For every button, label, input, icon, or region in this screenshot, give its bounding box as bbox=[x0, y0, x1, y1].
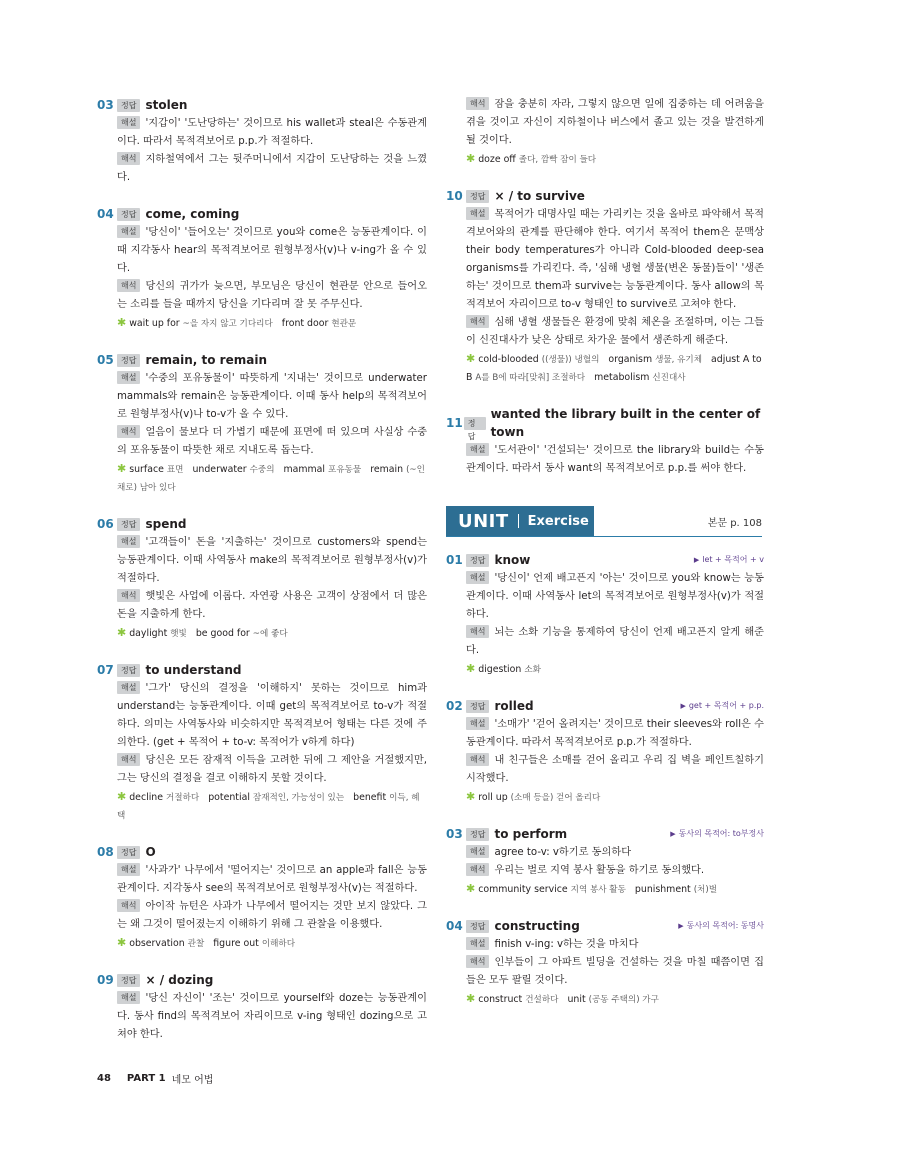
paragraph-text: 목적어가 대명사일 때는 가리키는 것을 올바로 파악해서 목적격보어와의 관계를 판단해야 한다. 여기서 목적어 them은 문맥상 their body temperatures가 아니라 Cold-blooded deep-sea organisms를 가리킨다. 즉, '심해 냉혈 생물(변온 동물)들이' '생존하는' 것이므로 them과 survive는 능동관계이다. 동사 allow의 목적격보어 자리이므로 to-v 형태인 to survive로 고쳐야 한다. bbox=[466, 209, 764, 310]
answer-text: constructing bbox=[494, 919, 580, 933]
answer-text: wanted the library built in the center of town bbox=[490, 407, 761, 439]
question-number: 11 bbox=[446, 416, 463, 430]
vocab-meaning: 포유동물 bbox=[328, 465, 362, 475]
question-number: 04 bbox=[446, 919, 463, 933]
vocab-entry bbox=[567, 994, 658, 1005]
paragraph-label: 해설 bbox=[117, 991, 140, 1004]
explanation-paragraph bbox=[446, 96, 764, 150]
vocab-entry bbox=[608, 354, 702, 365]
question-number: 03 bbox=[446, 827, 463, 841]
vocab-meaning: 졸다, 깜빡 잠이 들다 bbox=[518, 155, 597, 165]
paragraph-text: 뇌는 소화 기능을 통제하여 당신이 언제 배고픈지 알게 해준다. bbox=[466, 627, 764, 656]
asterisk-icon: ✱ bbox=[117, 936, 127, 949]
vocab-entry bbox=[284, 464, 362, 475]
question-number: 08 bbox=[97, 845, 114, 859]
paragraph-text: 얼음이 물보다 더 가볍기 때문에 표면에 떠 있으며 사실상 수중의 포유동물이 따뜻한 채로 지내도록 돕는다. bbox=[117, 427, 427, 456]
asterisk-icon: ✱ bbox=[466, 662, 476, 675]
paragraph-label: 해설 bbox=[117, 535, 140, 548]
paragraph-label: 해설 bbox=[466, 937, 489, 950]
vocab-entry bbox=[478, 792, 600, 803]
answer-item bbox=[97, 843, 427, 953]
triangle-icon: ▶ bbox=[678, 922, 684, 930]
paragraph-text: 아이작 뉴턴은 사과가 나무에서 떨어지는 것만 보지 않았다. 그는 왜 그것이 떨어졌는지 이해하기 위해 그 관찰을 이용했다. bbox=[117, 901, 427, 930]
question-number: 07 bbox=[97, 663, 114, 677]
vocab-meaning: 생물, 유기체 bbox=[655, 355, 703, 365]
vocab-word: underwater bbox=[192, 464, 247, 475]
asterisk-icon: ✱ bbox=[466, 992, 476, 1005]
vocab-word: adjust A to B bbox=[466, 354, 762, 383]
vocabulary-list bbox=[446, 990, 764, 1009]
explanation-paragraph bbox=[446, 624, 764, 660]
answer-badge: 정답 bbox=[117, 208, 140, 221]
explanation-paragraph bbox=[97, 224, 427, 278]
explanation-paragraph bbox=[97, 898, 427, 934]
page-reference: 본문 p. 108 bbox=[707, 518, 762, 529]
exercise-label: Exercise bbox=[527, 513, 589, 529]
answer-badge: 정답 bbox=[117, 518, 140, 531]
triangle-icon: ▶ bbox=[693, 556, 700, 564]
answer-header bbox=[97, 205, 427, 223]
explanation-paragraph bbox=[97, 752, 427, 788]
vocab-meaning: (소매 등을) 걷어 올리다 bbox=[510, 793, 601, 803]
answer-text: × / dozing bbox=[145, 973, 214, 987]
vocab-meaning: (~인 채로) 남아 있다 bbox=[117, 465, 425, 493]
asterisk-icon: ✱ bbox=[466, 352, 476, 365]
paragraph-text: '지갑이' '도난당하는' 것이므로 his wallet과 steal은 수동관계이다. 따라서 목적격보어로 p.p.가 적절하다. bbox=[117, 118, 427, 147]
answer-item bbox=[97, 661, 427, 825]
answer-header bbox=[446, 697, 764, 715]
paragraph-label: 해석 bbox=[117, 589, 140, 602]
vocab-entry bbox=[192, 464, 274, 475]
asterisk-icon: ✱ bbox=[466, 152, 476, 165]
vocab-meaning: 수중의 bbox=[249, 465, 275, 475]
vocabulary-list bbox=[97, 624, 427, 643]
vocabulary-list bbox=[97, 314, 427, 333]
vocab-word: unit bbox=[567, 994, 586, 1005]
vocab-word: wait up for bbox=[129, 318, 180, 329]
paragraph-text: '도서관이' '건설되는' 것이므로 the library와 build는 수동관계이다. 따라서 동사 want의 목적격보어로 p.p.를 써야 한다. bbox=[466, 445, 764, 474]
explanation-paragraph bbox=[97, 278, 427, 314]
paragraph-text: 심해 냉혈 생물들은 환경에 맞춰 체온을 조절하며, 이는 그들이 신진대사가 낮은 상태로 차가운 물에서 생존하게 해준다. bbox=[466, 317, 764, 346]
answer-item bbox=[446, 825, 764, 899]
paragraph-text: '그가' 당신의 결정을 '이해하지' 못하는 것이므로 him과 understand는 능동관계이다. 이때 get의 목적격보어로 to-v가 적절하다. 의미는 사역동사와 비슷하지만 목적격보어 형태는 다른 것에 주의한다. (get + 목적어 + to-v: 목적어가 v하게 하다) bbox=[117, 683, 427, 748]
vocabulary-list bbox=[97, 788, 427, 825]
explanation-paragraph bbox=[97, 424, 427, 460]
vocab-entry bbox=[478, 664, 541, 675]
answer-item bbox=[97, 205, 427, 333]
paragraph-label: 해설 bbox=[466, 845, 489, 858]
explanation-paragraph bbox=[446, 716, 764, 752]
vocab-word: metabolism bbox=[594, 372, 650, 383]
paragraph-label: 해설 bbox=[117, 116, 140, 129]
answer-header bbox=[97, 971, 427, 989]
paragraph-text: 우리는 벌로 지역 봉사 활동을 하기로 동의했다. bbox=[494, 865, 705, 876]
paragraph-text: 내 친구들은 소매를 걷어 올리고 우리 집 벽을 페인트칠하기 시작했다. bbox=[466, 755, 764, 784]
vocab-word: digestion bbox=[478, 664, 522, 675]
vocab-entry bbox=[594, 372, 685, 383]
question-number: 10 bbox=[446, 189, 463, 203]
vocab-meaning: (처)벌 bbox=[693, 885, 718, 895]
paragraph-text: '고객들이' 돈을 '지출하는' 것이므로 customers와 spend는 능동관계이다. 이때 사역동사 make의 목적격보어로 원형부정사(v)가 적절하다. bbox=[117, 537, 427, 584]
explanation-paragraph bbox=[446, 844, 764, 862]
answer-header bbox=[97, 515, 427, 533]
paragraph-label: 해석 bbox=[117, 152, 140, 165]
paragraph-label: 해설 bbox=[466, 717, 489, 730]
vocab-entry bbox=[478, 884, 626, 895]
paragraph-label: 해석 bbox=[117, 425, 140, 438]
paragraph-text: '당신이' '들어오는' 것이므로 you와 come은 능동관계이다. 이때 지각동사 hear의 목적격보어로 원형부정사(v)나 v-ing가 올 수 있다. bbox=[117, 227, 427, 274]
grammar-tag bbox=[670, 825, 764, 843]
vocab-meaning: 거절하다 bbox=[166, 793, 200, 803]
vocab-meaning: (공동 주택의) 가구 bbox=[588, 995, 659, 1005]
vocab-entry bbox=[208, 792, 344, 803]
vocab-entry bbox=[635, 884, 717, 895]
answer-text: to understand bbox=[145, 663, 242, 677]
vocabulary-list bbox=[446, 150, 764, 169]
vocab-meaning: 이해하다 bbox=[261, 939, 296, 949]
explanation-paragraph bbox=[97, 115, 427, 151]
grammar-tag-text: 동사의 목적어: 동명사 bbox=[686, 921, 764, 930]
answer-text: spend bbox=[145, 517, 187, 531]
answer-text: O bbox=[145, 845, 156, 859]
paragraph-label: 해설 bbox=[117, 863, 140, 876]
answer-item bbox=[97, 351, 427, 497]
vocab-meaning: 이득, 혜택 bbox=[117, 793, 420, 821]
left-column bbox=[97, 96, 427, 1062]
vocab-word: doze off bbox=[478, 154, 516, 165]
paragraph-text: 인부들이 그 아파트 빌딩을 건설하는 것을 마칠 때쯤이면 집들은 모두 팔릴 것이다. bbox=[466, 957, 764, 986]
answer-badge: 정답 bbox=[117, 664, 140, 677]
asterisk-icon: ✱ bbox=[117, 790, 127, 803]
paragraph-label: 해설 bbox=[117, 371, 140, 384]
answer-item bbox=[97, 96, 427, 187]
asterisk-icon: ✱ bbox=[117, 626, 127, 639]
page-number: 48 bbox=[97, 1073, 111, 1084]
answer-text: stolen bbox=[145, 98, 188, 112]
vocab-meaning: 건설하다 bbox=[525, 995, 559, 1005]
unit-label: UNIT bbox=[458, 510, 509, 532]
answer-header bbox=[97, 351, 427, 369]
unit-exercise-header bbox=[446, 506, 762, 537]
vocabulary-list bbox=[446, 350, 764, 387]
vocab-meaning: 표면 bbox=[166, 465, 184, 475]
explanation-paragraph bbox=[97, 680, 427, 752]
paragraph-label: 해설 bbox=[117, 681, 140, 694]
grammar-tag-text: let + 목적어 + v bbox=[702, 555, 764, 564]
paragraph-text: '소매가' '걷어 올려지는' 것이므로 their sleeves와 roll은 수동관계이다. 따라서 목적격보어로 p.p.가 적절하다. bbox=[466, 719, 764, 748]
answer-badge: 정답 bbox=[466, 828, 489, 841]
explanation-paragraph bbox=[446, 314, 764, 350]
vocab-entry bbox=[196, 628, 288, 639]
explanation-paragraph bbox=[97, 534, 427, 588]
answer-header bbox=[446, 825, 764, 843]
vocab-word: potential bbox=[208, 792, 250, 803]
vocab-entry bbox=[129, 628, 187, 639]
paragraph-label: 해석 bbox=[466, 863, 489, 876]
grammar-tag bbox=[678, 917, 764, 935]
vocab-word: daylight bbox=[129, 628, 168, 639]
vocab-meaning: 지역 봉사 활동 bbox=[570, 885, 626, 895]
question-number: 04 bbox=[97, 207, 114, 221]
answer-header bbox=[97, 96, 427, 114]
paragraph-label: 해석 bbox=[117, 279, 140, 292]
explanation-paragraph bbox=[446, 752, 764, 788]
answer-text: come, coming bbox=[145, 207, 240, 221]
vocab-meaning: 신진대사 bbox=[652, 373, 686, 383]
vocab-word: punishment bbox=[634, 884, 691, 895]
question-number: 02 bbox=[446, 699, 463, 713]
asterisk-icon: ✱ bbox=[466, 882, 476, 895]
grammar-tag-text: get + 목적어 + p.p. bbox=[688, 701, 764, 710]
paragraph-label: 해설 bbox=[466, 571, 489, 584]
explanation-paragraph bbox=[446, 206, 764, 314]
vocab-entry bbox=[129, 318, 273, 329]
answer-badge: 정답 bbox=[466, 190, 489, 203]
answer-badge: 정답 bbox=[117, 846, 140, 859]
explanation-paragraph bbox=[97, 370, 427, 424]
unit-divider bbox=[518, 514, 519, 528]
answer-item bbox=[97, 515, 427, 643]
grammar-tag-text: 동사의 목적어: to부정사 bbox=[678, 829, 764, 838]
answer-item bbox=[446, 405, 764, 478]
explanation-paragraph bbox=[446, 954, 764, 990]
answer-badge: 정답 bbox=[117, 974, 140, 987]
vocab-meaning: ~에 좋다 bbox=[252, 629, 288, 639]
vocab-meaning: 관찰 bbox=[187, 939, 205, 949]
answer-text: rolled bbox=[494, 699, 534, 713]
vocab-entry bbox=[478, 994, 558, 1005]
paragraph-label: 해석 bbox=[466, 97, 489, 110]
unit-banner bbox=[446, 506, 594, 536]
paragraph-text: 지하철역에서 그는 뒷주머니에서 지갑이 도난당하는 것을 느꼈다. bbox=[117, 154, 427, 183]
answer-item bbox=[446, 96, 764, 169]
paragraph-text: 당신은 모든 잠재적 이득을 고려한 뒤에 그 제안을 거절했지만, 그는 당신의 결정을 결코 이해하지 못할 것이다. bbox=[117, 755, 427, 784]
right-column-top bbox=[446, 96, 764, 496]
explanation-paragraph bbox=[446, 862, 764, 880]
vocab-entry bbox=[282, 318, 356, 329]
answer-badge: 정답 bbox=[466, 700, 489, 713]
paragraph-label: 해석 bbox=[466, 625, 489, 638]
vocab-meaning: 햇빛 bbox=[170, 629, 187, 639]
answer-badge: 정답 bbox=[117, 99, 140, 112]
part-label: PART 1 bbox=[126, 1073, 166, 1084]
vocab-meaning: 현관문 bbox=[331, 319, 357, 329]
paragraph-label: 해석 bbox=[117, 753, 140, 766]
triangle-icon: ▶ bbox=[670, 830, 676, 838]
paragraph-label: 해석 bbox=[466, 315, 489, 328]
vocab-word: figure out bbox=[213, 938, 259, 949]
paragraph-text: 당신의 귀가가 늦으면, 부모님은 당신이 현관문 안으로 들어오는 소리를 들을 때까지 당신을 기다리며 잘 못 주무신다. bbox=[117, 281, 427, 310]
vocab-meaning: ~을 자지 않고 기다리다 bbox=[182, 319, 273, 329]
paragraph-text: agree to-v: v하기로 동의하다 bbox=[494, 847, 632, 858]
answer-badge: 정답 bbox=[117, 354, 140, 367]
answer-header bbox=[446, 405, 764, 441]
vocab-meaning: 소화 bbox=[524, 665, 541, 675]
vocab-entry bbox=[129, 938, 204, 949]
answer-badge: 정답 bbox=[466, 920, 489, 933]
vocabulary-list bbox=[446, 788, 764, 807]
answer-item bbox=[446, 697, 764, 807]
paragraph-label: 해석 bbox=[466, 955, 489, 968]
vocab-word: organism bbox=[608, 354, 653, 365]
answer-header bbox=[97, 843, 427, 861]
vocab-entry bbox=[478, 154, 596, 165]
vocab-entry bbox=[213, 938, 295, 949]
answer-item bbox=[446, 551, 764, 679]
question-number: 09 bbox=[97, 973, 114, 987]
explanation-paragraph bbox=[97, 990, 427, 1044]
triangle-icon: ▶ bbox=[680, 702, 686, 710]
explanation-paragraph bbox=[446, 936, 764, 954]
vocab-meaning: 잠재적인, 가능성이 있는 bbox=[252, 793, 345, 803]
vocabulary-list bbox=[446, 660, 764, 679]
answer-header bbox=[446, 187, 764, 205]
vocab-word: roll up bbox=[478, 792, 508, 803]
vocab-meaning: ((생물)) 냉혈의 bbox=[541, 355, 600, 365]
vocab-word: decline bbox=[129, 792, 164, 803]
paragraph-label: 해석 bbox=[117, 899, 140, 912]
answer-item bbox=[446, 917, 764, 1009]
vocab-word: construct bbox=[478, 994, 523, 1005]
part-title: 네모 어법 bbox=[171, 1075, 214, 1086]
paragraph-text: '당신 자신이' '조는' 것이므로 yourself와 doze는 능동관계이다. 동사 find의 목적격보어 자리이므로 v-ing 형태인 dozing으로 고쳐야 한다. bbox=[117, 993, 427, 1040]
answer-text: remain, to remain bbox=[145, 353, 267, 367]
vocabulary-list bbox=[97, 460, 427, 497]
asterisk-icon: ✱ bbox=[117, 316, 127, 329]
question-number: 03 bbox=[97, 98, 114, 112]
vocab-word: community service bbox=[478, 884, 568, 895]
answer-text: to perform bbox=[494, 827, 568, 841]
answer-header bbox=[446, 917, 764, 935]
vocab-word: observation bbox=[129, 938, 185, 949]
explanation-paragraph bbox=[97, 151, 427, 187]
question-number: 01 bbox=[446, 553, 463, 567]
answer-header bbox=[97, 661, 427, 679]
answer-text: know bbox=[494, 553, 531, 567]
paragraph-label: 해설 bbox=[466, 207, 489, 220]
vocabulary-list bbox=[446, 880, 764, 899]
vocab-meaning: A를 B에 따라[맞춰] 조절하다 bbox=[475, 373, 586, 383]
paragraph-text: '사과가' 나무에서 '떨어지는' 것이므로 an apple과 fall은 능동관계이다. 지각동사 see의 목적격보어로 원형부정사(v)는 적절하다. bbox=[117, 865, 427, 894]
vocab-entry bbox=[129, 464, 183, 475]
asterisk-icon: ✱ bbox=[117, 462, 127, 475]
answer-text: × / to survive bbox=[494, 189, 585, 203]
paragraph-label: 해설 bbox=[466, 443, 489, 456]
explanation-paragraph bbox=[97, 862, 427, 898]
paragraph-text: '당신이' 언제 배고픈지 '아는' 것이므로 you와 know는 능동관계이다. 이때 사역동사 let의 목적격보어로 원형부정사(v)가 적절하다. bbox=[466, 573, 764, 620]
paragraph-text: 햇빛은 사업에 이롭다. 자연광 사용은 고객이 상점에서 더 많은 돈을 지출하게 한다. bbox=[117, 591, 427, 620]
paragraph-label: 해설 bbox=[117, 225, 140, 238]
answer-item bbox=[446, 187, 764, 387]
grammar-tag bbox=[694, 551, 764, 569]
answer-badge: 정답 bbox=[464, 417, 486, 430]
answer-header bbox=[446, 551, 764, 569]
answer-badge: 정답 bbox=[466, 554, 489, 567]
right-column-bottom bbox=[446, 551, 764, 1027]
paragraph-text: 잠을 충분히 자라, 그렇지 않으면 일에 집중하는 데 어려움을 겪을 것이고 자신이 지하철이나 버스에서 졸고 있는 것을 발견하게 될 것이다. bbox=[466, 99, 764, 146]
vocab-word: remain bbox=[370, 464, 404, 475]
vocab-word: cold-blooded bbox=[478, 354, 539, 365]
question-number: 05 bbox=[97, 353, 114, 367]
asterisk-icon: ✱ bbox=[466, 790, 476, 803]
vocab-word: be good for bbox=[195, 628, 250, 639]
paragraph-label: 해석 bbox=[466, 753, 489, 766]
question-number: 06 bbox=[97, 517, 114, 531]
vocab-word: mammal bbox=[283, 464, 326, 475]
vocab-entry bbox=[129, 792, 199, 803]
vocab-word: front door bbox=[281, 318, 329, 329]
vocab-word: benefit bbox=[353, 792, 387, 803]
vocab-word: surface bbox=[129, 464, 164, 475]
explanation-paragraph bbox=[446, 442, 764, 478]
grammar-tag bbox=[680, 697, 764, 715]
explanation-paragraph bbox=[97, 588, 427, 624]
vocab-entry bbox=[478, 354, 599, 365]
paragraph-text: '수중의 포유동물이' 따뜻하게 '지내는' 것이므로 underwater mammals와 remain은 능동관계이다. 이때 동사 help의 목적격보어로 원형부정사(v)나 to-v가 올 수 있다. bbox=[117, 373, 427, 420]
paragraph-text: finish v-ing: v하는 것을 마치다 bbox=[494, 939, 639, 950]
vocabulary-list bbox=[97, 934, 427, 953]
explanation-paragraph bbox=[446, 570, 764, 624]
page-footer bbox=[97, 1071, 213, 1086]
answer-item bbox=[97, 971, 427, 1044]
